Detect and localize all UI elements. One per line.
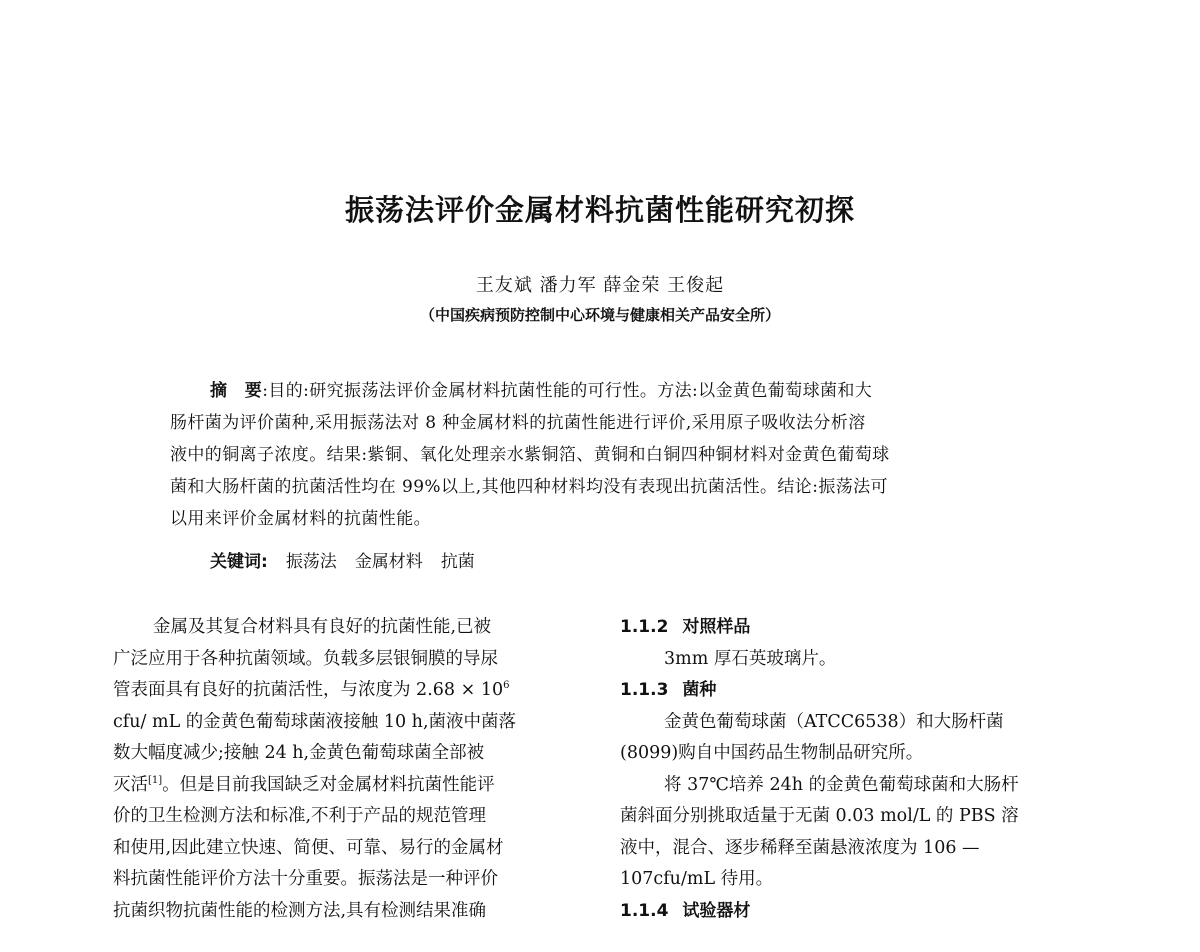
abstract-block <box>170 375 1030 535</box>
body-text-line: 数大幅度减少;接触 24 h,金黄色葡萄球菌全部被 <box>113 743 485 763</box>
keyword-item: 抗菌 <box>440 552 475 572</box>
body-text-line: 抗菌织物抗菌性能的检测方法,具有检测结果准确 <box>113 900 487 921</box>
body-text-line: (8099)购自中国药品生物制品研究所。 <box>620 743 924 763</box>
paper-title: 振荡法评价金属材料抗菌性能研究初探 <box>344 193 855 227</box>
keywords-label: 关键词: <box>210 552 268 572</box>
section-heading-1-1-2: 1.1.2 对照样品 <box>620 617 751 637</box>
keyword-item: 振荡法 <box>285 552 337 572</box>
body-text-line: 管表面具有良好的抗菌活性，与浓度为 $2.68 \times 10^6$ <box>113 680 510 700</box>
body-right-column <box>620 612 1090 927</box>
body-text-line: 将 37℃培养 24h 的金黄色葡萄球菌和大肠杆 <box>664 774 1019 795</box>
body-text-line: cfu/ mL 的金黄色葡萄球菌液接触 10 h,菌液中菌落 <box>113 711 517 732</box>
body-text-line: 广泛应用于各种抗菌领域。负载多层银铜膜的导尿 <box>113 648 498 669</box>
author-list: 王友斌 潘力军 薛金荣 王俊起 <box>475 275 725 296</box>
body-text-line: 金属及其复合材料具有良好的抗菌性能,已被 <box>153 617 492 637</box>
exponent: 6 <box>503 680 510 692</box>
body-text-line: 菌斜面分别挑取适量于无菌 0.03 mol/L 的 PBS 溶 <box>620 806 1019 826</box>
body-text-line: 3mm 厚石英玻璃片。 <box>664 648 837 669</box>
section-heading-1-1-3: 1.1.3 菌种 <box>620 680 717 700</box>
body-text-line: 价的卫生检测方法和标准,不利于产品的规范管理 <box>113 806 487 826</box>
abstract-line-3: 液中的铜离子浓度。结果:紫铜、氧化处理亲水紫铜箔、黄铜和白铜四种铜材料对金黄色葡萄球 <box>170 445 890 465</box>
affiliation: （中国疾病预防控制中心环境与健康相关产品安全所） <box>419 306 780 324</box>
body-text-line: 灭活[1]。但是目前我国缺乏对金属材料抗菌性能评 <box>113 774 495 795</box>
abstract-line-5: 以用来评价金属材料的抗菌性能。 <box>170 509 431 529</box>
abstract-line-4: 菌和大肠杆菌的抗菌活性均在 99%以上,其他四种材料均没有表现出抗菌活性。结论:振荡法可 <box>170 477 888 497</box>
body-text-line: 和使用,因此建立快速、简便、可靠、易行的金属材 <box>113 837 504 858</box>
body-text-line: 料抗菌性能评价方法十分重要。振荡法是一种评价 <box>113 869 498 889</box>
body-text-line: 107cfu/mL 待用。 <box>620 869 774 889</box>
abstract-label: 摘 要 <box>210 381 263 401</box>
body-text-line: 液中，混合、逐步稀释至菌悬液浓度为 106 — <box>620 837 980 858</box>
keywords-line <box>210 547 1010 577</box>
citation-ref[interactable]: [1] <box>148 774 163 786</box>
abstract-line-2: 肠杆菌为评价菌种,采用振荡法对 8 种金属材料的抗菌性能进行评价,采用原子吸收法分析溶 <box>170 413 866 433</box>
abstract-line-1: 摘 要:目的:研究振荡法评价金属材料抗菌性能的可行性。方法:以金黄色葡萄球菌和大 <box>210 381 873 401</box>
body-left-column <box>113 612 583 927</box>
keyword-item: 金属材料 <box>354 552 423 572</box>
body-text-line: 金黄色葡萄球菌（ATCC6538）和大肠杆菌 <box>664 711 1004 732</box>
section-heading-1-1-4: 1.1.4 试验器材 <box>620 900 751 921</box>
